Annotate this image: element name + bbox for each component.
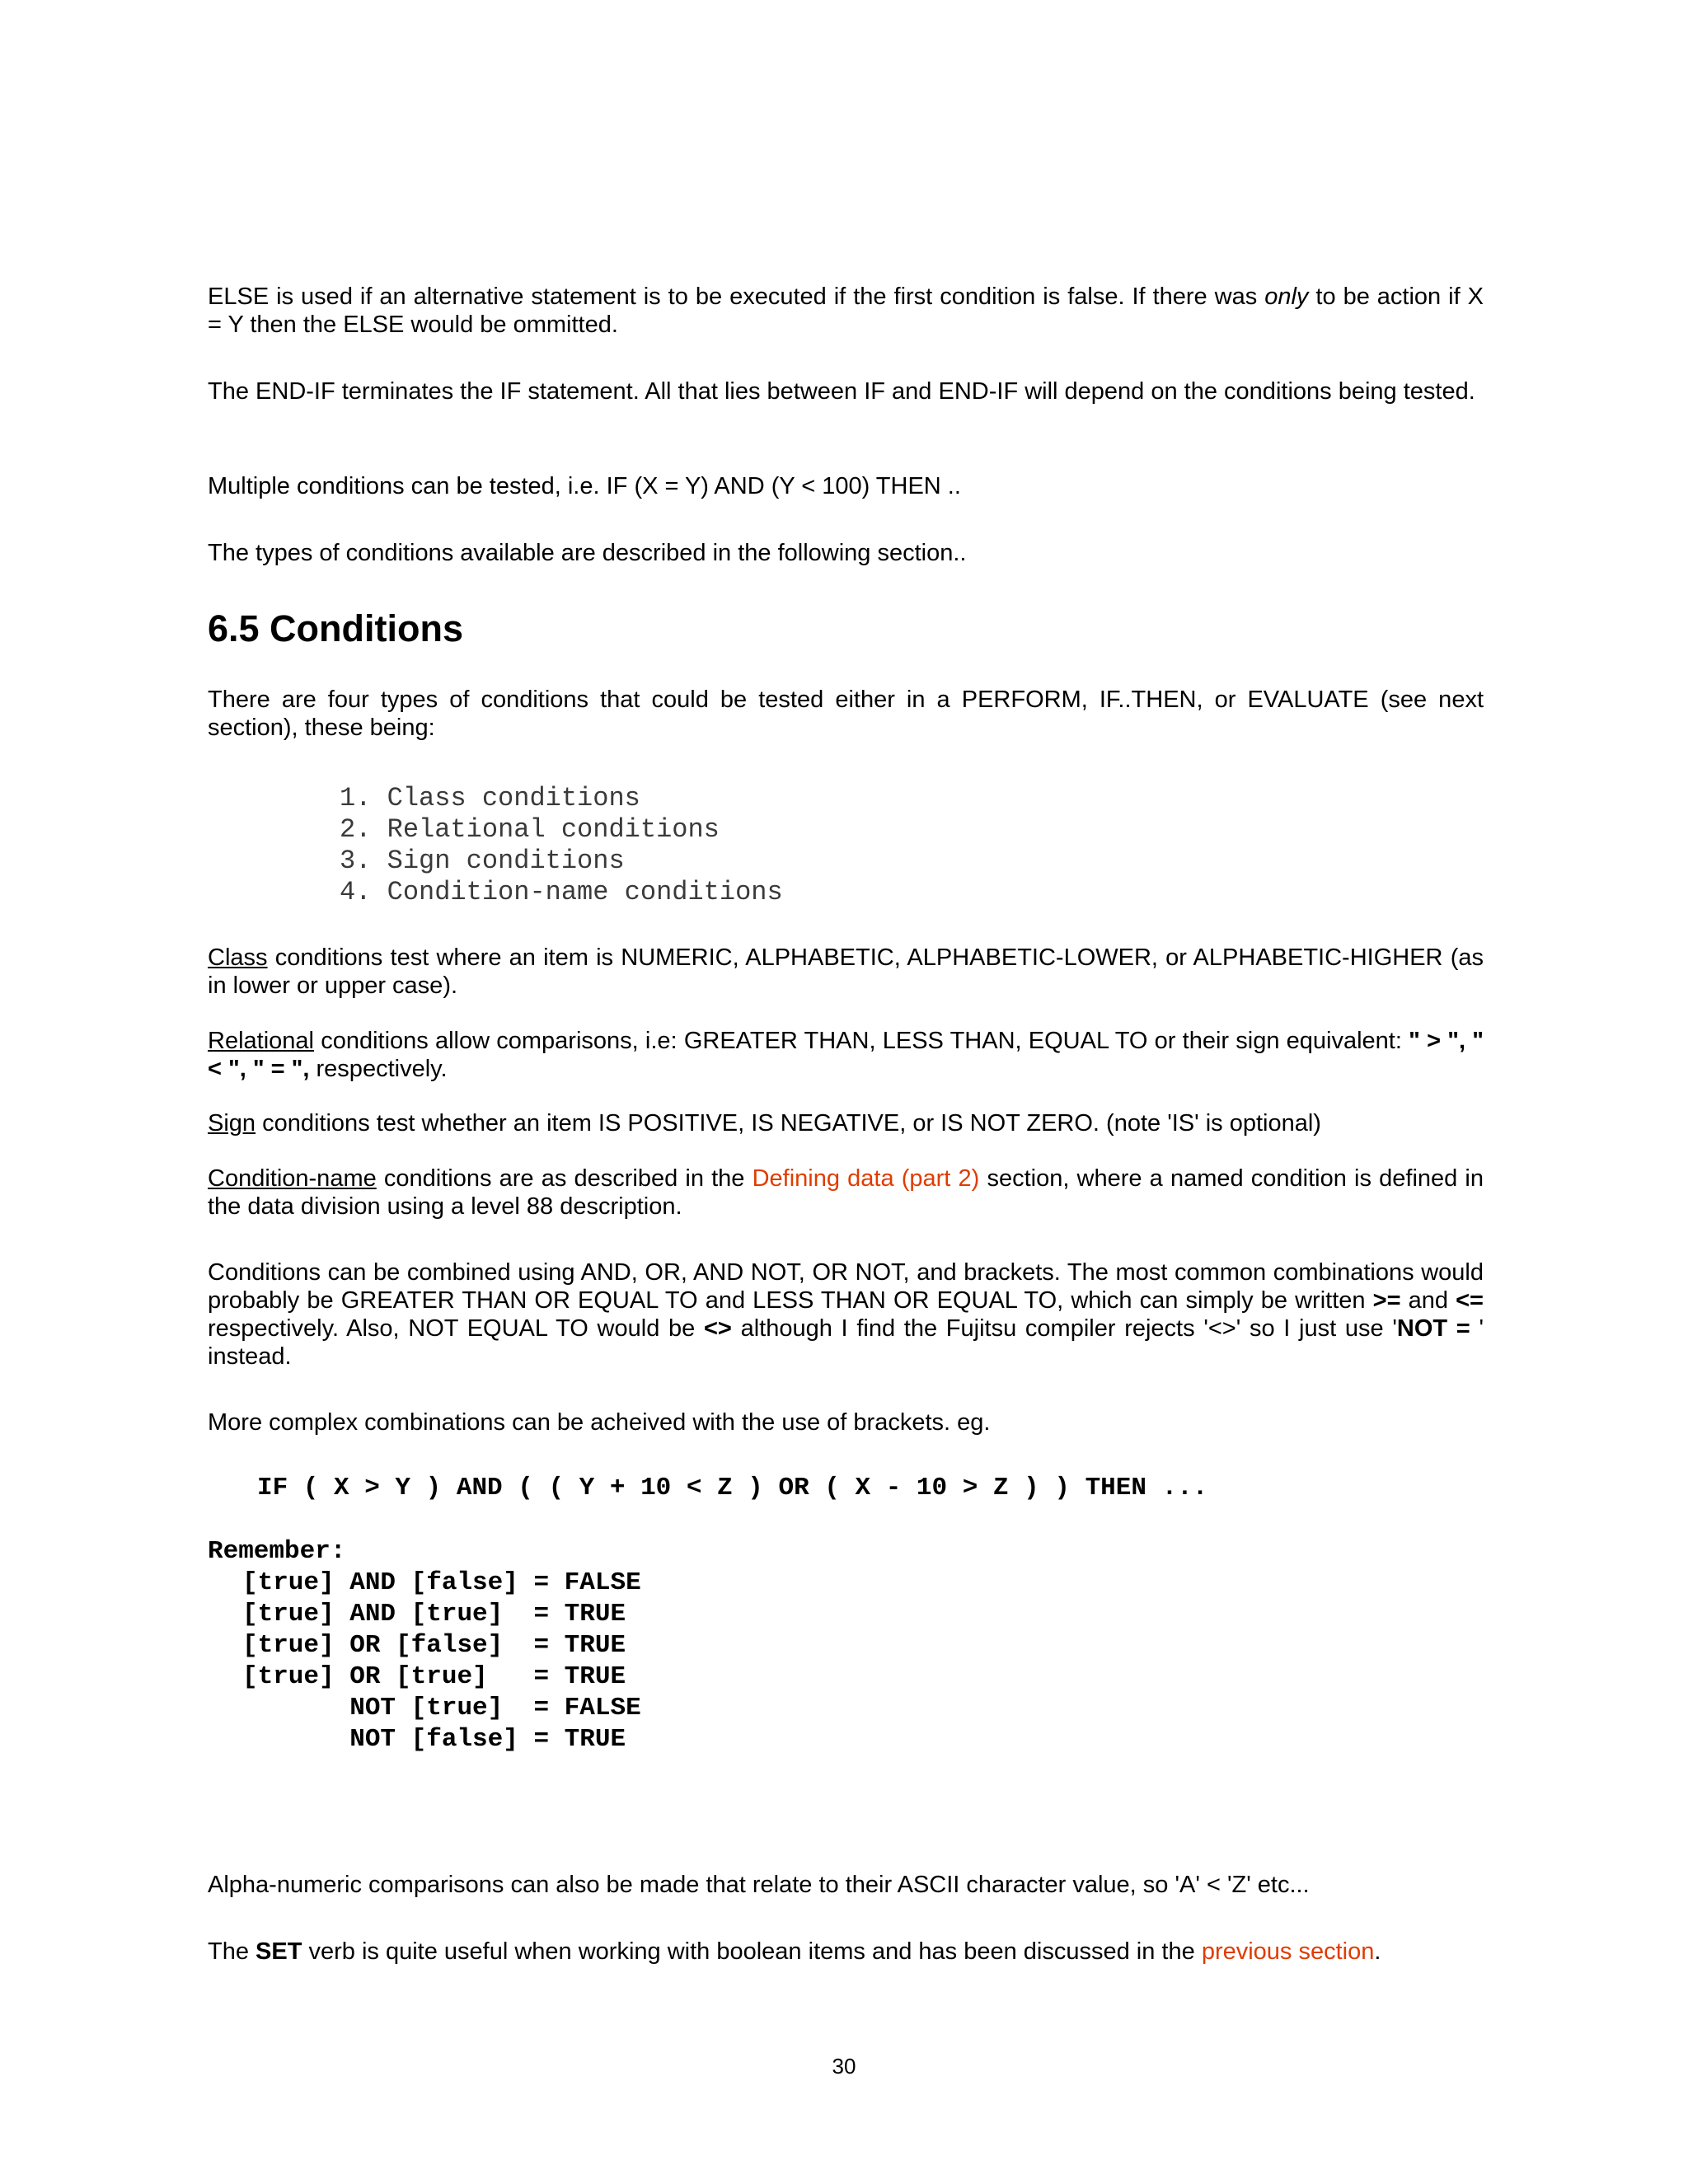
set-verb-paragraph <box>208 1938 1484 1966</box>
set-verb: SET <box>256 1938 302 1965</box>
condition-name-text-a: conditions are as described in the <box>376 1165 753 1192</box>
truth-table-row: [true] OR [true] = TRUE <box>242 1662 626 1691</box>
page-number: 30 <box>832 2054 856 2079</box>
intro-paragraph: There are four types of conditions that could be tested either in a PERFORM, IF..THEN, or EVALUATE (see next section), these being: <box>208 687 1484 741</box>
truth-table-row: [true] AND [false] = FALSE <box>242 1568 641 1597</box>
combined-conditions-paragraph <box>208 1258 1484 1371</box>
sign-paragraph <box>208 1109 1484 1137</box>
complex-paragraph: More complex combinations can be acheived with the use of brackets. eg. <box>208 1409 991 1436</box>
else-emphasis: only <box>1264 284 1309 310</box>
defining-data-link[interactable]: Defining data (part 2) <box>752 1165 980 1192</box>
class-paragraph <box>208 944 1484 1000</box>
sign-text: conditions test whether an item IS POSITIVE, IS NEGATIVE, or IS NOT ZERO. (note 'IS' is optional) <box>256 1110 1321 1137</box>
combined-text-a: Conditions can be combined using AND, OR, AND NOT, OR NOT, and brackets. The most common combinations would probably be GREATER THAN OR EQUAL TO and LESS THAN OR EQUAL TO, which can simply be written <box>208 1259 1484 1314</box>
condition-types-list <box>340 783 783 908</box>
else-paragraph <box>208 283 1484 339</box>
ne-operator: <> <box>704 1315 732 1342</box>
le-operator: <= <box>1456 1287 1484 1314</box>
sign-term: Sign <box>208 1110 256 1137</box>
list-item: 4. Condition-name conditions <box>340 877 783 907</box>
ge-operator: >= <box>1372 1287 1401 1314</box>
condition-name-term: Condition-name <box>208 1165 377 1192</box>
truth-table-row: [true] OR [false] = TRUE <box>242 1631 626 1660</box>
else-text-a: ELSE is used if an alternative statement is to be executed if the first condition is false. If there was <box>208 284 1265 310</box>
set-text-c: . <box>1374 1938 1381 1965</box>
list-item: 2. Relational conditions <box>340 814 720 845</box>
class-text: conditions test where an item is NUMERIC, ALPHABETIC, ALPHABETIC-LOWER, or ALPHABETIC-HIGHER (as in lower or upper case). <box>208 944 1484 999</box>
set-text-a: The <box>208 1938 256 1965</box>
set-text-b: verb is quite useful when working with boolean items and has been discussed in the <box>302 1938 1202 1965</box>
class-term: Class <box>208 944 268 971</box>
condition-name-paragraph <box>208 1165 1484 1221</box>
combined-text-b: respectively. Also, NOT EQUAL TO would be <box>208 1315 704 1342</box>
truth-table-row: NOT [false] = TRUE <box>242 1725 626 1754</box>
combined-and: and <box>1400 1287 1456 1314</box>
combined-text-d: ' instead. <box>208 1315 1484 1370</box>
list-item: 3. Sign conditions <box>340 846 625 876</box>
condition-name-text-b: section, where a named condition is defined in the data division using a level 88 description. <box>208 1165 1484 1220</box>
remember-label: Remember: <box>208 1537 346 1566</box>
combined-text-c: although I find the Fujitsu compiler rejects '<>' so I just use ' <box>731 1315 1397 1342</box>
section-heading: 6.5 Conditions <box>208 607 464 649</box>
relational-paragraph <box>208 1027 1484 1083</box>
relational-end: respectively. <box>309 1056 448 1082</box>
not-equal-operator: NOT = <box>1396 1315 1470 1342</box>
relational-signs: " > ", " < ", " = ", <box>208 1028 1484 1082</box>
alpha-numeric-paragraph: Alpha-numeric comparisons can also be made that relate to their ASCII character value, so 'A' < 'Z' etc... <box>208 1872 1310 1898</box>
endif-paragraph: The END-IF terminates the IF statement. All that lies between IF and END-IF will depend on the conditions being tested. <box>208 378 1475 405</box>
list-item: 1. Class conditions <box>340 783 640 813</box>
previous-section-link[interactable]: previous section <box>1201 1938 1375 1965</box>
code-example: IF ( X > Y ) AND ( ( Y + 10 < Z ) OR ( X - 10 > Z ) ) THEN ... <box>257 1474 1208 1502</box>
relational-text: conditions allow comparisons, i.e: GREATER THAN, LESS THAN, EQUAL TO or their sign equivalent: <box>313 1028 1409 1054</box>
multiple-conditions-paragraph: Multiple conditions can be tested, i.e. IF (X = Y) AND (Y < 100) THEN .. <box>208 473 961 499</box>
truth-table-row: [true] AND [true] = TRUE <box>242 1600 626 1629</box>
relational-term: Relational <box>208 1028 314 1054</box>
else-text-b: to be action if X = Y then the ELSE would be ommitted. <box>208 284 1484 338</box>
truth-table-row: NOT [true] = FALSE <box>242 1694 641 1722</box>
types-paragraph: The types of conditions available are described in the following section.. <box>208 540 967 566</box>
